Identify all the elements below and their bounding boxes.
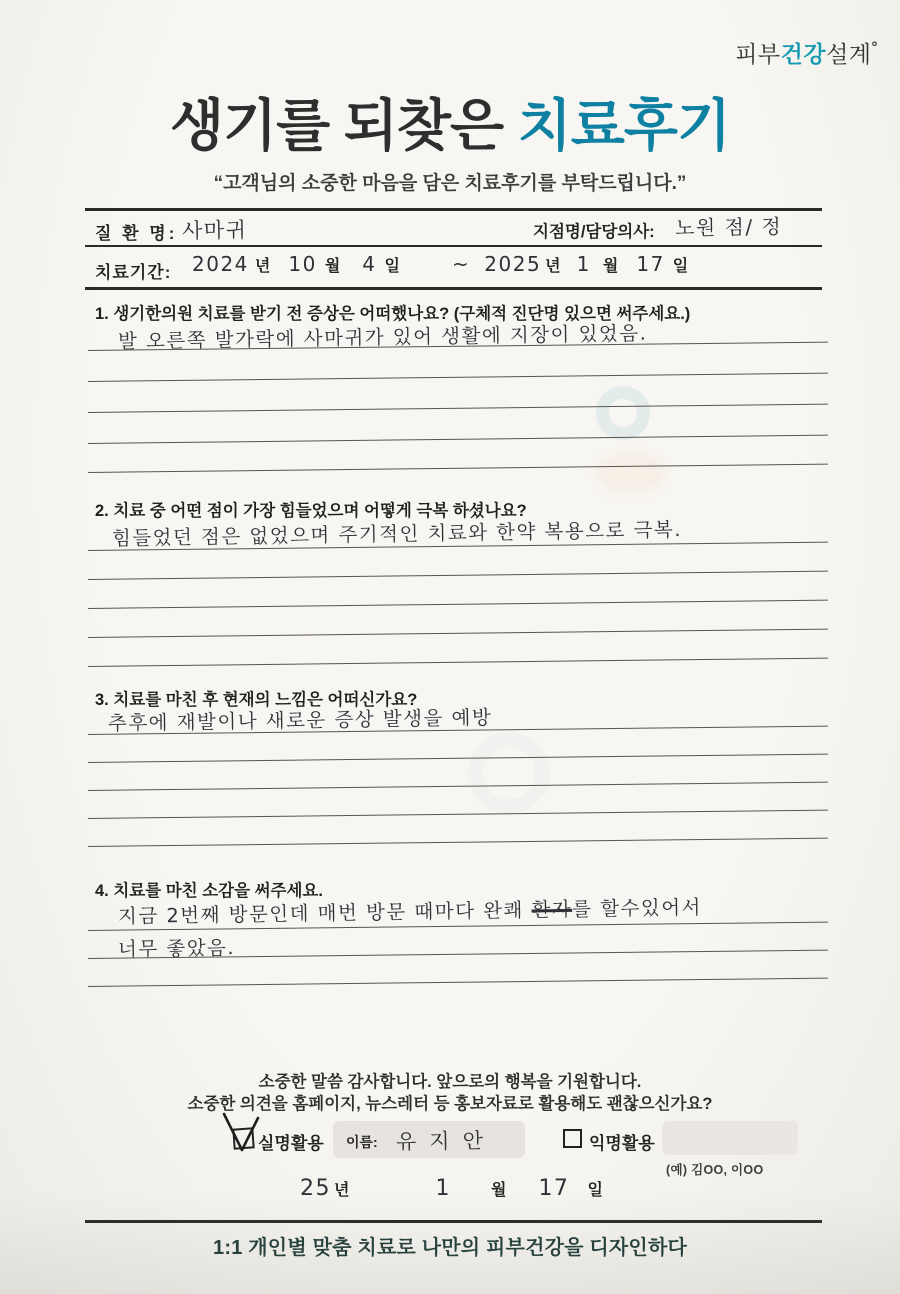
name-field-value: 유지안	[395, 1128, 497, 1154]
answer-line	[88, 978, 828, 987]
logo-part1: 피부	[735, 41, 781, 67]
question-2-label: 2. 치료 중 어떤 점이 가장 힘들었으며 어떻게 극복 하셨나요?	[95, 502, 527, 520]
month-unit: 월	[602, 258, 619, 275]
question-4-answer-part2: 를 할수있어서	[572, 895, 703, 921]
end-month-value: 1	[576, 252, 591, 276]
clinic-doctor-value: 노원 점/ 정	[674, 214, 783, 240]
start-day-value: 4	[362, 252, 377, 276]
answer-line	[88, 435, 828, 444]
start-month-value: 10	[288, 252, 317, 276]
signed-month-unit: 월	[490, 1182, 507, 1199]
logo-part2: 건강	[780, 41, 827, 67]
watermark-ring	[596, 386, 650, 440]
question-4-answer-struck-word: 환자	[531, 897, 573, 922]
name-field-label: 이름:	[346, 1134, 378, 1150]
answer-line	[88, 838, 828, 847]
page-title-plain: 생기를 되찾은	[169, 94, 518, 157]
signed-day-value: 17	[538, 1176, 570, 1201]
answer-line	[88, 464, 828, 473]
answer-line	[88, 782, 828, 791]
question-4-label: 4. 치료를 마친 소감을 써주세요.	[95, 882, 323, 900]
watermark-blob	[596, 452, 666, 494]
question-1-answer: 발 오른쪽 발가락에 사마귀가 있어 생활에 지장이 있었음.	[117, 321, 648, 353]
question-4-answer-line2: 너무 좋았음.	[117, 936, 236, 961]
question-3-label: 3. 치료를 마친 후 현재의 느낌은 어떠신가요?	[95, 691, 418, 709]
brand-logo	[735, 36, 878, 69]
answer-line	[88, 629, 828, 638]
question-1-label: 1. 생기한의원 치료를 받기 전 증상은 어떠했나요? (구체적 진단명 있으면 써주세요.)	[95, 305, 691, 323]
answer-line	[88, 373, 828, 382]
footer-divider	[85, 1220, 822, 1223]
disease-name-value: 사마귀	[181, 217, 248, 243]
question-4-answer-part1: 지금 2번째 방문인데 매번 방문 때마다 완쾌	[117, 898, 532, 928]
thanks-line-1: 소중한 말씀 감사합니다. 앞으로의 행복을 기원합니다.	[258, 1073, 642, 1091]
table-border-middle	[85, 245, 822, 247]
signed-day-unit: 일	[587, 1182, 603, 1199]
page-title-accent: 치료후기	[517, 94, 731, 157]
question-2-answer: 힘들었던 점은 없었으며 주기적인 치료와 한약 복용으로 극복.	[111, 518, 683, 550]
thanks-line-2: 소중한 의견을 홈페이지, 뉴스레터 등 홍보자료로 활용해도 괜찮으신가요?	[187, 1095, 713, 1113]
answer-line	[88, 404, 828, 413]
period-tilde: ~	[452, 252, 471, 276]
day-unit: 일	[384, 258, 400, 275]
logo-part3: 설계	[826, 41, 872, 67]
disease-name-label: 질 환 명:	[95, 224, 178, 243]
anonymous-checkbox[interactable]	[563, 1129, 582, 1148]
question-3-answer: 추후에 재발이나 새로운 증상 발생을 예방	[107, 705, 493, 735]
anonymous-option-label: 익명활용	[589, 1134, 655, 1153]
watermark-ring	[468, 732, 550, 814]
signed-year-value: 25	[300, 1176, 331, 1201]
answer-line	[88, 600, 828, 609]
real-name-option-label: 실명활용	[258, 1134, 324, 1153]
year-unit: 년	[254, 258, 271, 275]
day-unit: 일	[672, 258, 689, 275]
signed-year-unit: 년	[334, 1182, 350, 1199]
signed-date	[300, 1176, 603, 1201]
footer-slogan: 1:1 개인별 맞춤 치료로 나만의 피부건강을 디자인하다	[213, 1237, 687, 1259]
answer-line	[88, 810, 828, 819]
anonymous-example-hint: (예) 김OO, 이OO	[666, 1163, 764, 1177]
start-year-value: 2024	[192, 252, 249, 276]
month-unit: 월	[324, 258, 341, 275]
end-year-value: 2025	[484, 252, 542, 276]
treatment-period-value	[192, 252, 688, 276]
treatment-period-label: 치료기간:	[95, 263, 172, 282]
signed-month-value: 1	[435, 1176, 451, 1201]
answer-line	[88, 571, 828, 580]
anonymous-name-field[interactable]	[662, 1121, 798, 1155]
answer-line	[88, 658, 828, 667]
end-day-value: 17	[636, 252, 665, 276]
page-title	[0, 82, 900, 162]
logo-degree-mark: °	[871, 39, 878, 56]
page-subtitle: “고객님의 소중한 마음을 담은 치료후기를 부탁드립니다.”	[213, 173, 687, 194]
clinic-doctor-label: 지점명/담당의사:	[533, 223, 655, 241]
table-border-bottom	[85, 287, 822, 290]
answer-line	[88, 754, 828, 763]
real-name-checkbox[interactable]	[232, 1127, 254, 1149]
year-unit: 년	[545, 258, 561, 275]
